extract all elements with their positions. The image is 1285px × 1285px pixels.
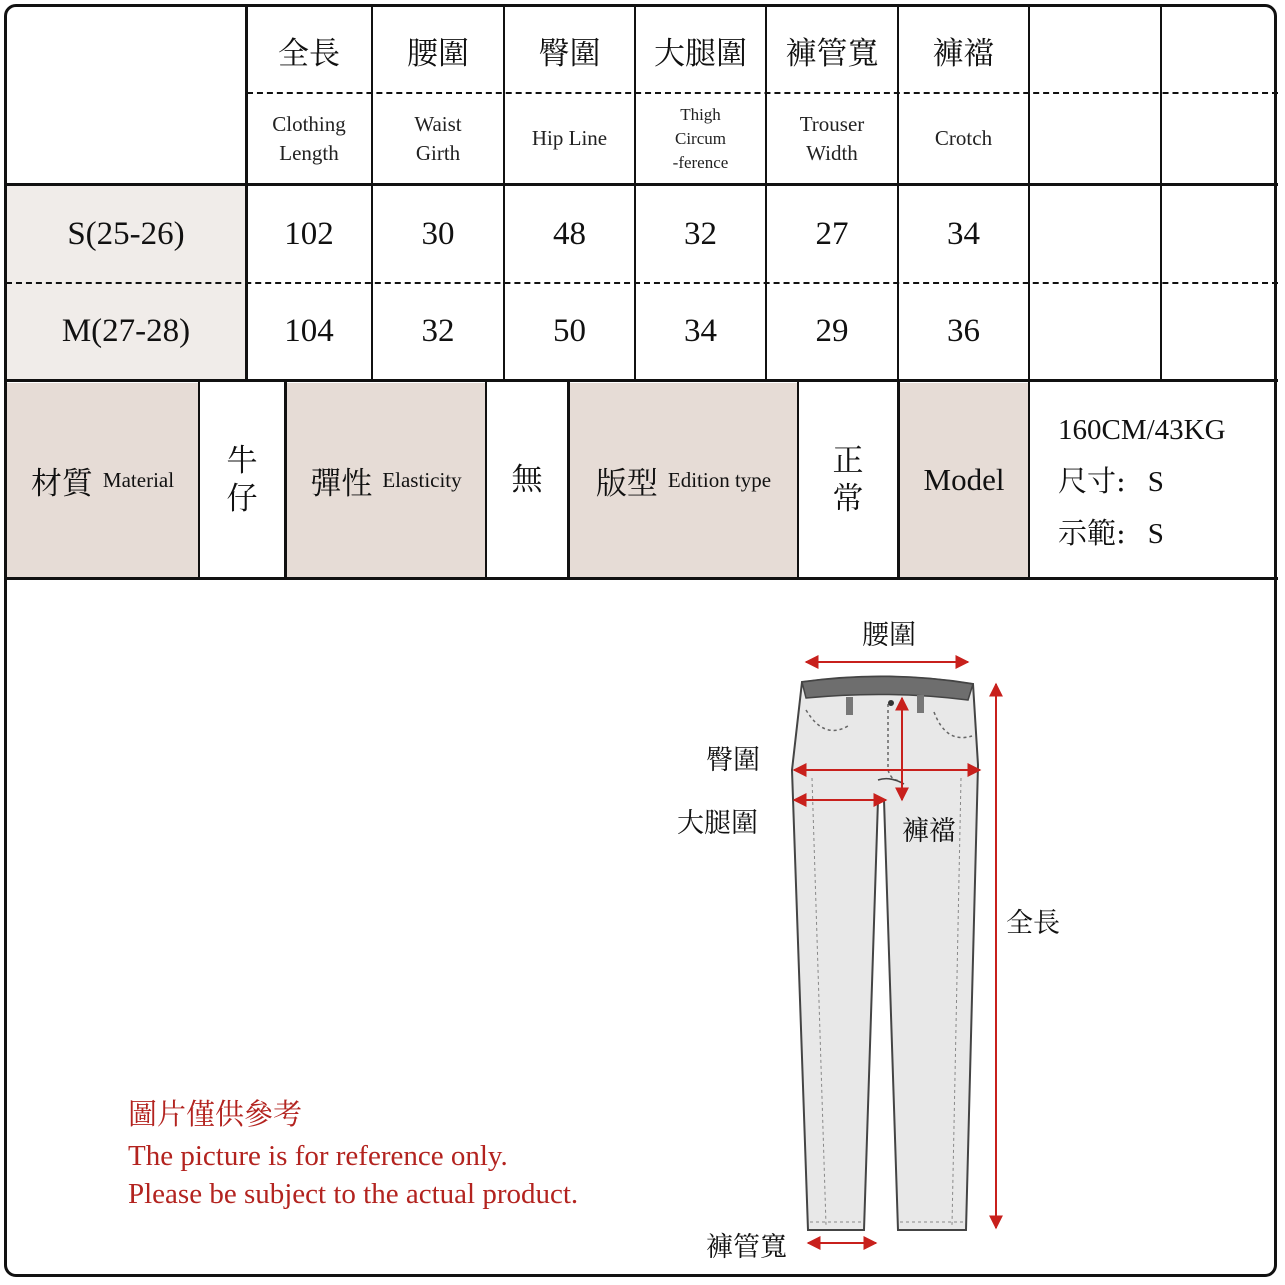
material-label-zh: 材質 [30,465,93,502]
model-label: Model [923,462,1005,497]
size-label-s: S(25-26) [67,215,185,252]
model-demo-value: S [1147,518,1164,550]
material-label-en: Material [102,467,175,492]
table-cell: 32 [421,313,455,349]
header-crotch-en: Crotch [934,126,993,150]
table-cell: 102 [284,215,334,252]
model-size-label: 尺寸: [1058,464,1126,498]
header-thigh-en: Thigh Circum -ference [672,104,729,172]
elasticity-value: 無 [511,462,543,498]
edition-label-zh: 版型 [595,465,658,502]
header-hip-zh: 臀圍 [538,35,601,72]
elasticity-label-zh: 彈性 [310,465,373,502]
table-cell: 27 [815,215,849,252]
belt-loop [917,695,924,713]
pants-outline [792,676,978,1230]
label-thigh: 大腿圍 [677,808,758,839]
material-value: 牛 仔 [226,443,258,517]
table-cell: 48 [553,215,586,252]
table-cell: 50 [553,313,586,349]
header-hip-en: Hip Line [531,126,608,150]
header-trouser-zh: 褲管寬 [785,35,879,72]
header-crotch-zh: 褲襠 [932,35,995,72]
model-demo-label: 示範: [1058,516,1126,550]
header-thigh-zh: 大腿圍 [654,35,747,72]
belt-loop [846,697,853,715]
table-cell: 30 [421,215,455,252]
table-cell: 34 [684,313,717,349]
model-stats: 160CM/43KG [1058,414,1226,446]
reference-note-en-2: Please be subject to the actual product. [128,1178,579,1210]
table-cell: 104 [284,313,334,349]
elasticity-label-en: Elasticity [382,467,462,492]
table-cell: 34 [947,215,980,252]
reference-note-zh: 圖片僅供參考 [128,1097,303,1131]
label-crotch: 褲襠 [902,816,956,847]
table-cell: 32 [684,215,717,252]
model-size-value: S [1147,466,1164,498]
label-hem: 褲管寬 [706,1232,787,1263]
size-label-m: M(27-28) [61,313,191,349]
label-length: 全長 [1006,908,1060,939]
header-trouser-en: Trouser Width [799,111,865,165]
edition-value: 正 常 [832,443,864,517]
header-length-zh: 全長 [278,35,340,72]
edition-label-en: Edition type [667,467,772,492]
button [888,700,894,706]
header-length-en: Clothing Length [272,111,346,165]
label-hip: 臀圍 [706,745,760,776]
header-waist-zh: 腰圍 [407,35,469,72]
table-cell: 36 [947,313,980,349]
table-cell: 29 [815,313,849,349]
reference-note-en-1: The picture is for reference only. [128,1140,508,1172]
label-waist: 腰圍 [862,620,916,651]
header-waist-en: Waist Girth [414,111,462,165]
